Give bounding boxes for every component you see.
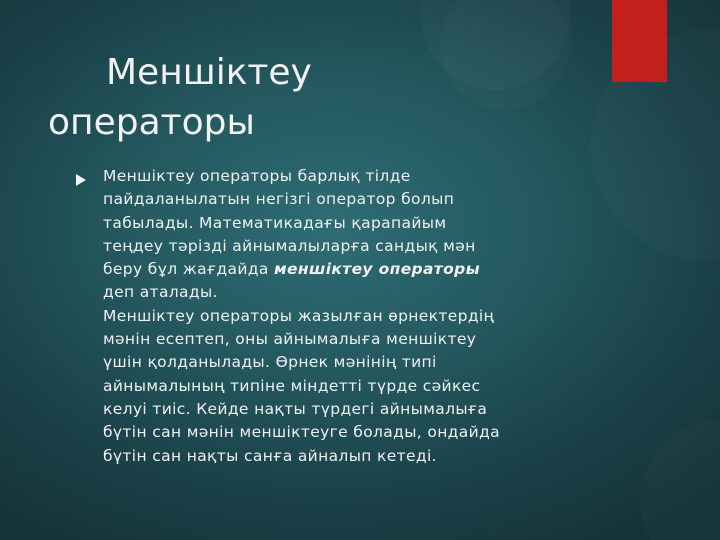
paragraph-line: үшін қолданылады. Өрнек мәнінің типі bbox=[103, 353, 437, 372]
bullet-paragraph bbox=[103, 165, 603, 468]
paragraph-line: мәнін есептеп, оны айнымалыға меншіктеу bbox=[103, 330, 477, 349]
decorative-circle bbox=[440, 0, 570, 110]
paragraph-line: пайдаланылатын негізгі оператор болып bbox=[103, 190, 455, 209]
paragraph-line bbox=[103, 258, 603, 281]
triangle-right-icon bbox=[76, 174, 86, 186]
paragraph-line-text: беру бұл жағдайда bbox=[103, 260, 274, 279]
paragraph-line: Меншіктеу операторы барлық тілде bbox=[103, 167, 411, 185]
paragraph-line: теңдеу тәрізді айнымалыларға сандық мән bbox=[103, 236, 476, 255]
paragraph-line: деп аталады. bbox=[103, 283, 218, 302]
accent-bar bbox=[612, 0, 667, 82]
decorative-circle bbox=[640, 420, 720, 540]
paragraph-line: бүтін сан мәнін меншіктеуге болады, ондайда bbox=[103, 423, 500, 442]
paragraph-line: Меншіктеу операторы жазылған өрнектердің bbox=[103, 306, 495, 325]
paragraph-line: табылады. Математикадағы қарапайым bbox=[103, 213, 447, 232]
emphasized-term: меншіктеу операторы bbox=[273, 260, 480, 279]
slide-title-line-2: операторы bbox=[48, 102, 255, 143]
paragraph-line: келуі тиіс. Кейде нақты түрдегі айнымалыға bbox=[103, 399, 488, 418]
slide-title-line-1: Меншіктеу bbox=[106, 52, 312, 93]
paragraph-line: айнымалының типіне міндетті түрде сәйкес bbox=[103, 376, 481, 395]
slide-title bbox=[48, 48, 312, 148]
paragraph-line: бүтін сан нақты санға айналып кетеді. bbox=[103, 446, 437, 465]
